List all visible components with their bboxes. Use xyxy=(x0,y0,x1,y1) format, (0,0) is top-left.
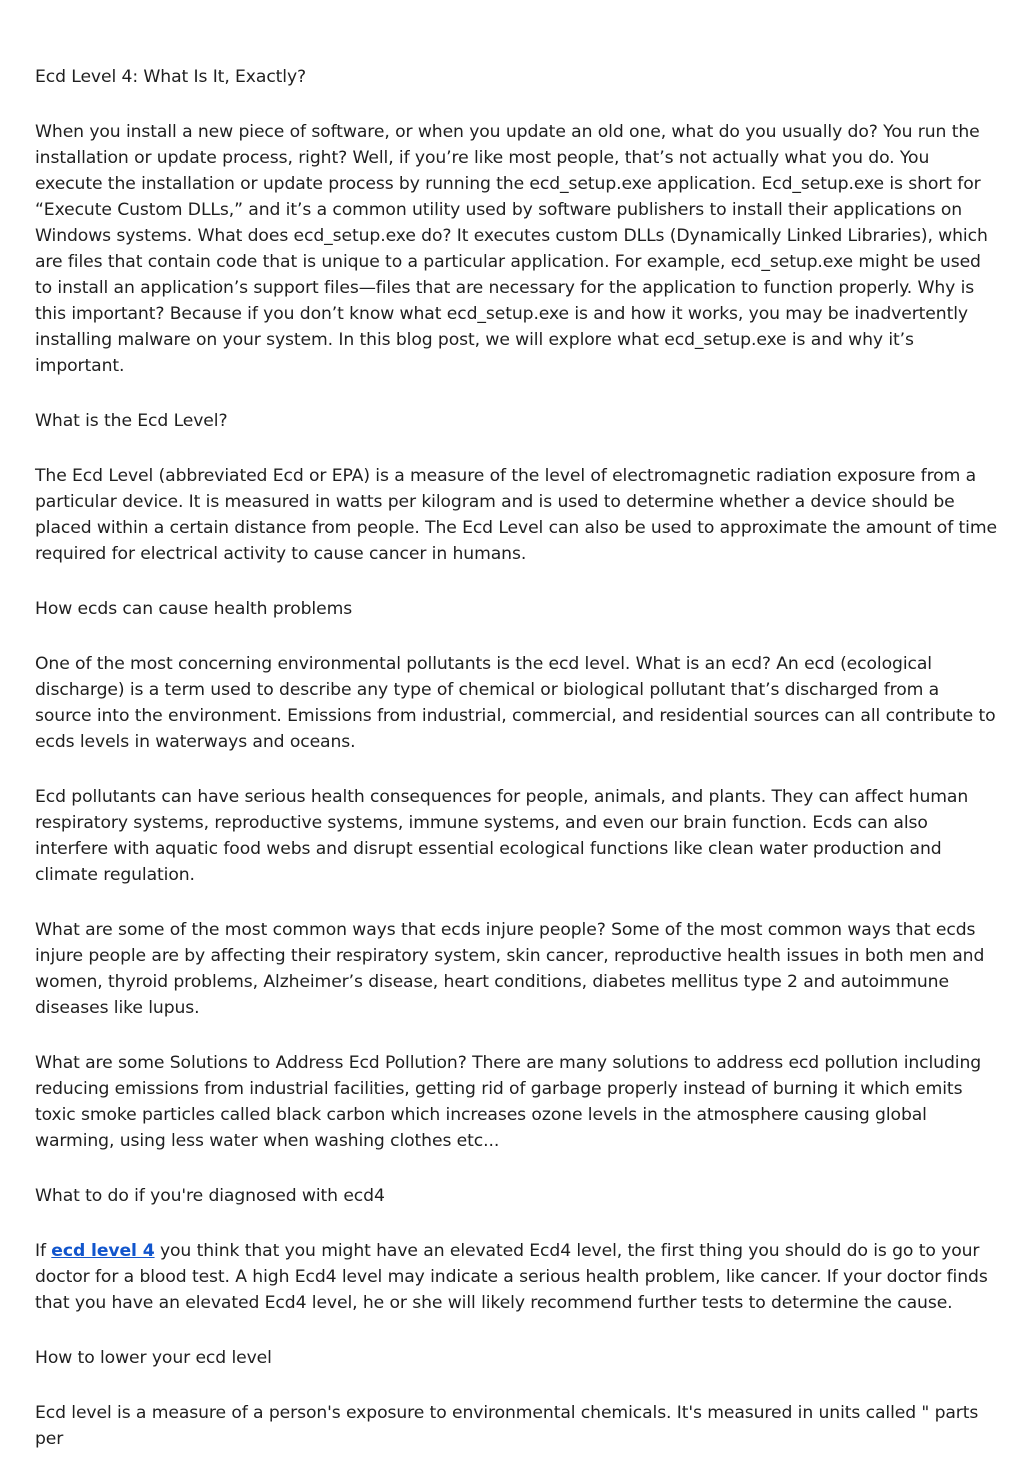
document-body xyxy=(35,64,997,1481)
section-heading-what-is: What is the Ecd Level? xyxy=(35,411,228,431)
section-heading-health: How ecds can cause health problems xyxy=(35,599,353,619)
section-heading-lower: How to lower your ecd level xyxy=(35,1348,272,1368)
health-paragraph-1: One of the most concerning environmental pollutants is the ecd level. What is an ecd? An ecd (ecological discharge) is a term used to describe any type of chemical or biological pollutant that’s discharged from a source into the environment. Emissions from industrial, commercial, and residential sources can all contribute to ecds levels in waterways and oceans. xyxy=(35,654,996,752)
intro-paragraph: When you install a new piece of software, or when you update an old one, what do you usually do? You run the installation or update process, right? Well, if you’re like most people, that’s not actually what you do. You execute the installation or update process by running the ecd_setup.exe application. Ecd_setup.exe is short for “Execute Custom DLLs,” and it’s a common utility used by software publishers to install their applications on Windows systems. What does ecd_setup.exe do? It executes custom DLLs (Dynamically Linked Libraries), which are files that contain code that is unique to a particular application. For example, ecd_setup.exe might be used to install an application’s support files—files that are necessary for the application to function properly. Why is this important? Because if you don’t know what ecd_setup.exe is and how it works, you may be inadvertently installing malware on your system. In this blog post, we will explore what ecd_setup.exe is and why it’s important. xyxy=(35,122,988,376)
health-paragraph-2: Ecd pollutants can have serious health consequences for people, animals, and plants. They can affect human respiratory systems, reproductive systems, immune systems, and even our brain function. Ecds can also interfere with aquatic food webs and disrupt essential ecological functions like clean water production and climate regulation. xyxy=(35,787,969,885)
diagnosed-paragraph xyxy=(35,1238,997,1316)
ecd-level-4-link[interactable]: ecd level 4 xyxy=(51,1241,155,1261)
diagnosed-rest: you think that you might have an elevated Ecd4 level, the first thing you should do is go to your doctor for a blood test. A high Ecd4 level may indicate a serious health problem, like cancer. If your doctor finds that you have an elevated Ecd4 level, he or she will likely recommend further tests to determine the cause. xyxy=(35,1241,988,1313)
section-heading-diagnosed: What to do if you're diagnosed with ecd4 xyxy=(35,1186,385,1206)
diagnosed-prefix: If xyxy=(35,1241,52,1261)
health-paragraph-3: What are some of the most common ways that ecds injure people? Some of the most common ways that ecds injure people are by affecting their respiratory system, skin cancer, reproductive health issues in both men and women, thyroid problems, Alzheimer’s disease, heart conditions, diabetes mellitus type 2 and autoimmune diseases like lupus. xyxy=(35,920,985,1018)
health-paragraph-4: What are some Solutions to Address Ecd Pollution? There are many solutions to address ecd pollution including reducing emissions from industrial facilities, getting rid of garbage properly instead of burning it which emits toxic smoke particles called black carbon which increases ozone levels in the atmosphere causing global warming, using less water when washing clothes etc... xyxy=(35,1053,982,1151)
what-is-paragraph: The Ecd Level (abbreviated Ecd or EPA) is a measure of the level of electromagnetic radiation exposure from a particular device. It is measured in watts per kilogram and is used to determine whether a device should be placed within a certain distance from people. The Ecd Level can also be used to approximate the amount of time required for electrical activity to cause cancer in humans. xyxy=(35,466,997,564)
document-title: Ecd Level 4: What Is It, Exactly? xyxy=(35,67,307,87)
lower-paragraph: Ecd level is a measure of a person's exposure to environmental chemicals. It's measured in units called " parts per xyxy=(35,1403,979,1449)
